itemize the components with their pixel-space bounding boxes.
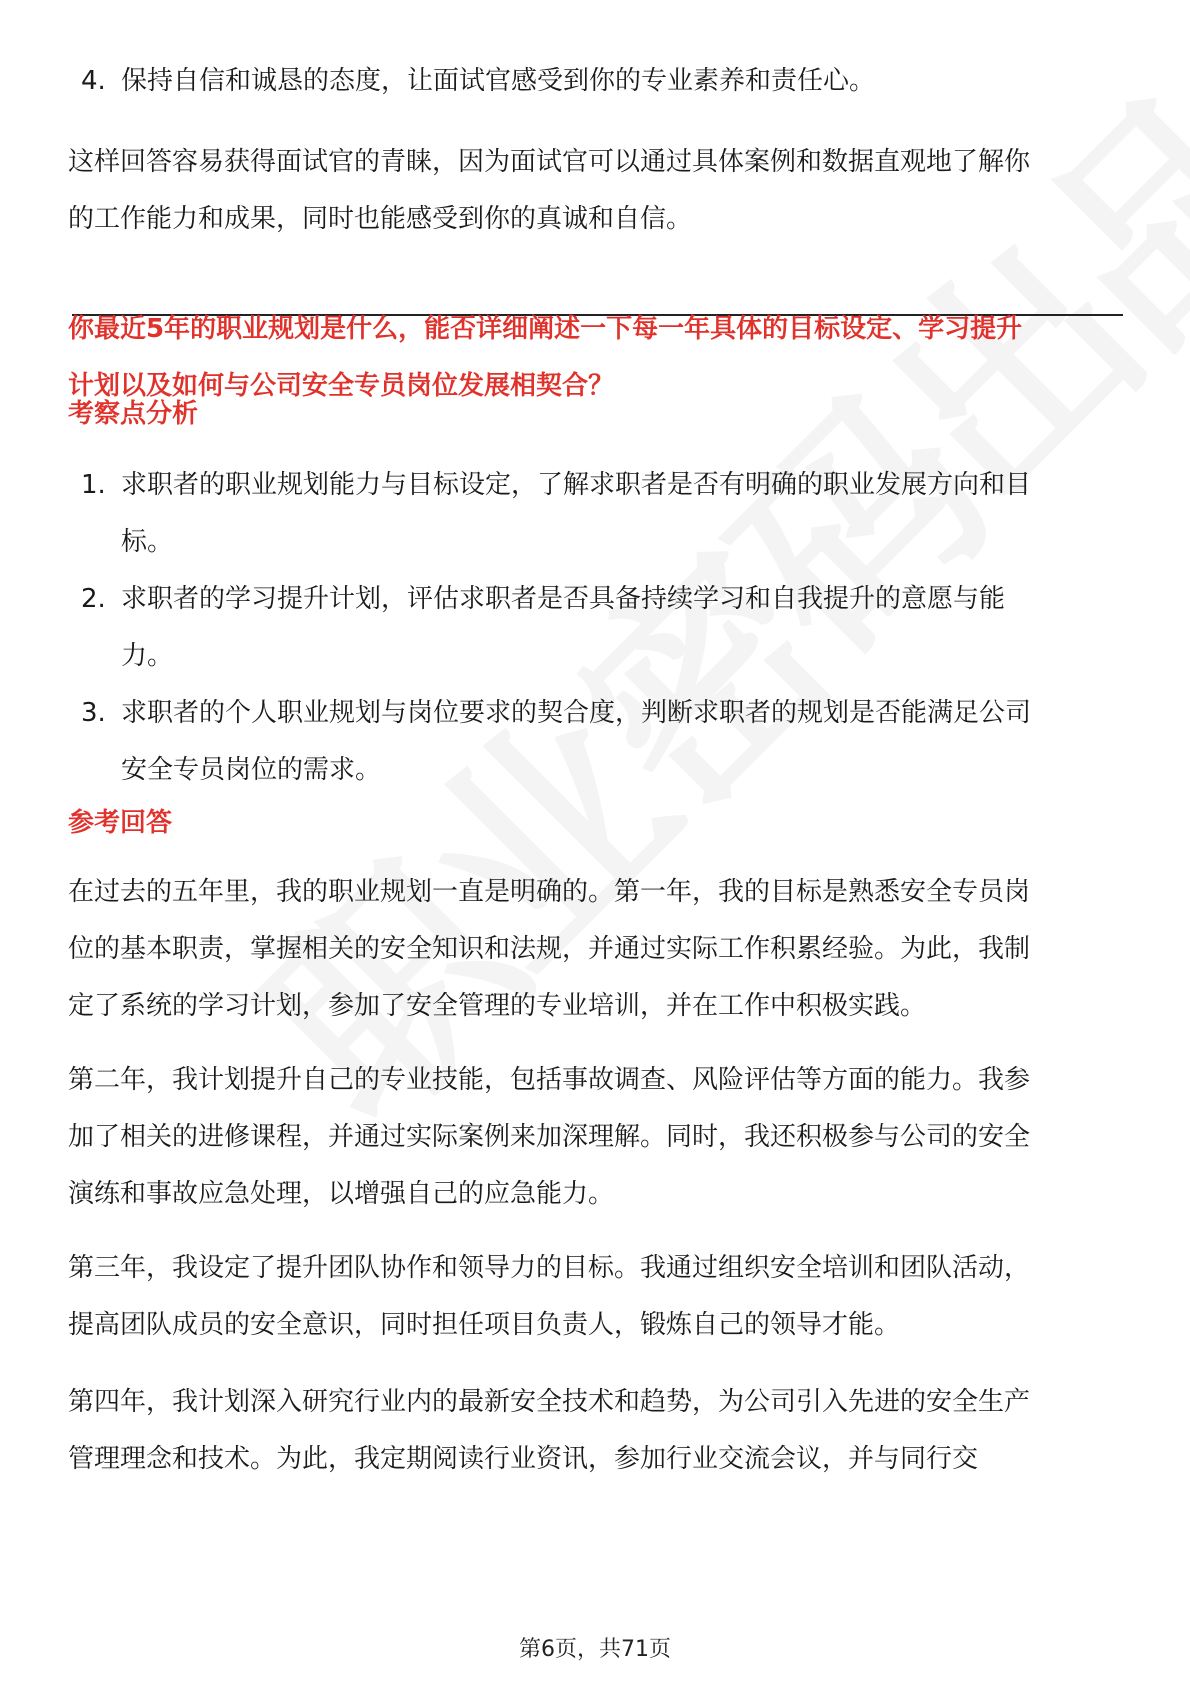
answer-heading: 参考回答 [68,808,173,838]
list-number: 2. [81,584,106,614]
list-item-text: 求职者的职业规划能力与目标设定，了解求职者是否有明确的职业发展方向和目标。 [121,470,1032,557]
summary-paragraph: 这样回答容易获得面试官的青睐，因为面试官可以通过具体案例和数据直观地了解你的工作能力和成果，同时也能感受到你的真诚和自信。 [68,147,1031,234]
list-item-text: 求职者的个人职业规划与岗位要求的契合度，判断求职者的规划是否能满足公司安全专员岗位的需求。 [121,698,1032,785]
answer-paragraph-2: 第二年，我计划提升自己的专业技能，包括事故调查、风险评估等方面的能力。我参加了相关的进修课程，并通过实际案例来加深理解。同时，我还积极参与公司的安全演练和事故应急处理，以增强自己的应急能力。 [68,1065,1031,1209]
page-footer: 第6页，共71页 [519,1637,671,1662]
analysis-list [66,457,1056,799]
list-number: 1. [81,470,106,500]
answer-paragraph-3: 第三年，我设定了提升团队协作和领导力的目标。我通过组织安全培训和团队活动，提高团队成员的安全意识，同时担任项目负责人，锻炼自己的领导才能。 [68,1253,1031,1340]
list-item-text: 求职者的学习提升计划，评估求职者是否具备持续学习和自我提升的意愿与能力。 [121,584,1006,671]
list-number: 3. [81,698,106,728]
question-heading: 你最近5年的职业规划是什么，能否详细阐述一下每一年具体的目标设定、学习提升计划以及如何与公司安全专员岗位发展相契合？ [68,314,1023,401]
list-item [66,685,1056,799]
list-item-text: 保持自信和诚恳的态度，让面试官感受到你的专业素养和责任心。 [121,66,876,96]
list-item [66,457,1056,571]
answer-paragraph-1: 在过去的五年里，我的职业规划一直是明确的。第一年，我的目标是熟悉安全专员岗位的基本职责，掌握相关的安全知识和法规，并通过实际工作积累经验。为此，我制定了系统的学习计划，参加了安全管理的专业培训，并在工作中积极实践。 [68,877,1031,1021]
list-item-4 [66,53,1121,110]
answer-paragraph-4: 第四年，我计划深入研究行业内的最新安全技术和趋势，为公司引入先进的安全生产管理理念和技术。为此，我定期阅读行业资讯，参加行业交流会议，并与同行交 [68,1387,1031,1474]
analysis-heading: 考察点分析 [68,399,199,429]
list-number: 4. [81,66,106,96]
list-item [66,571,1056,685]
